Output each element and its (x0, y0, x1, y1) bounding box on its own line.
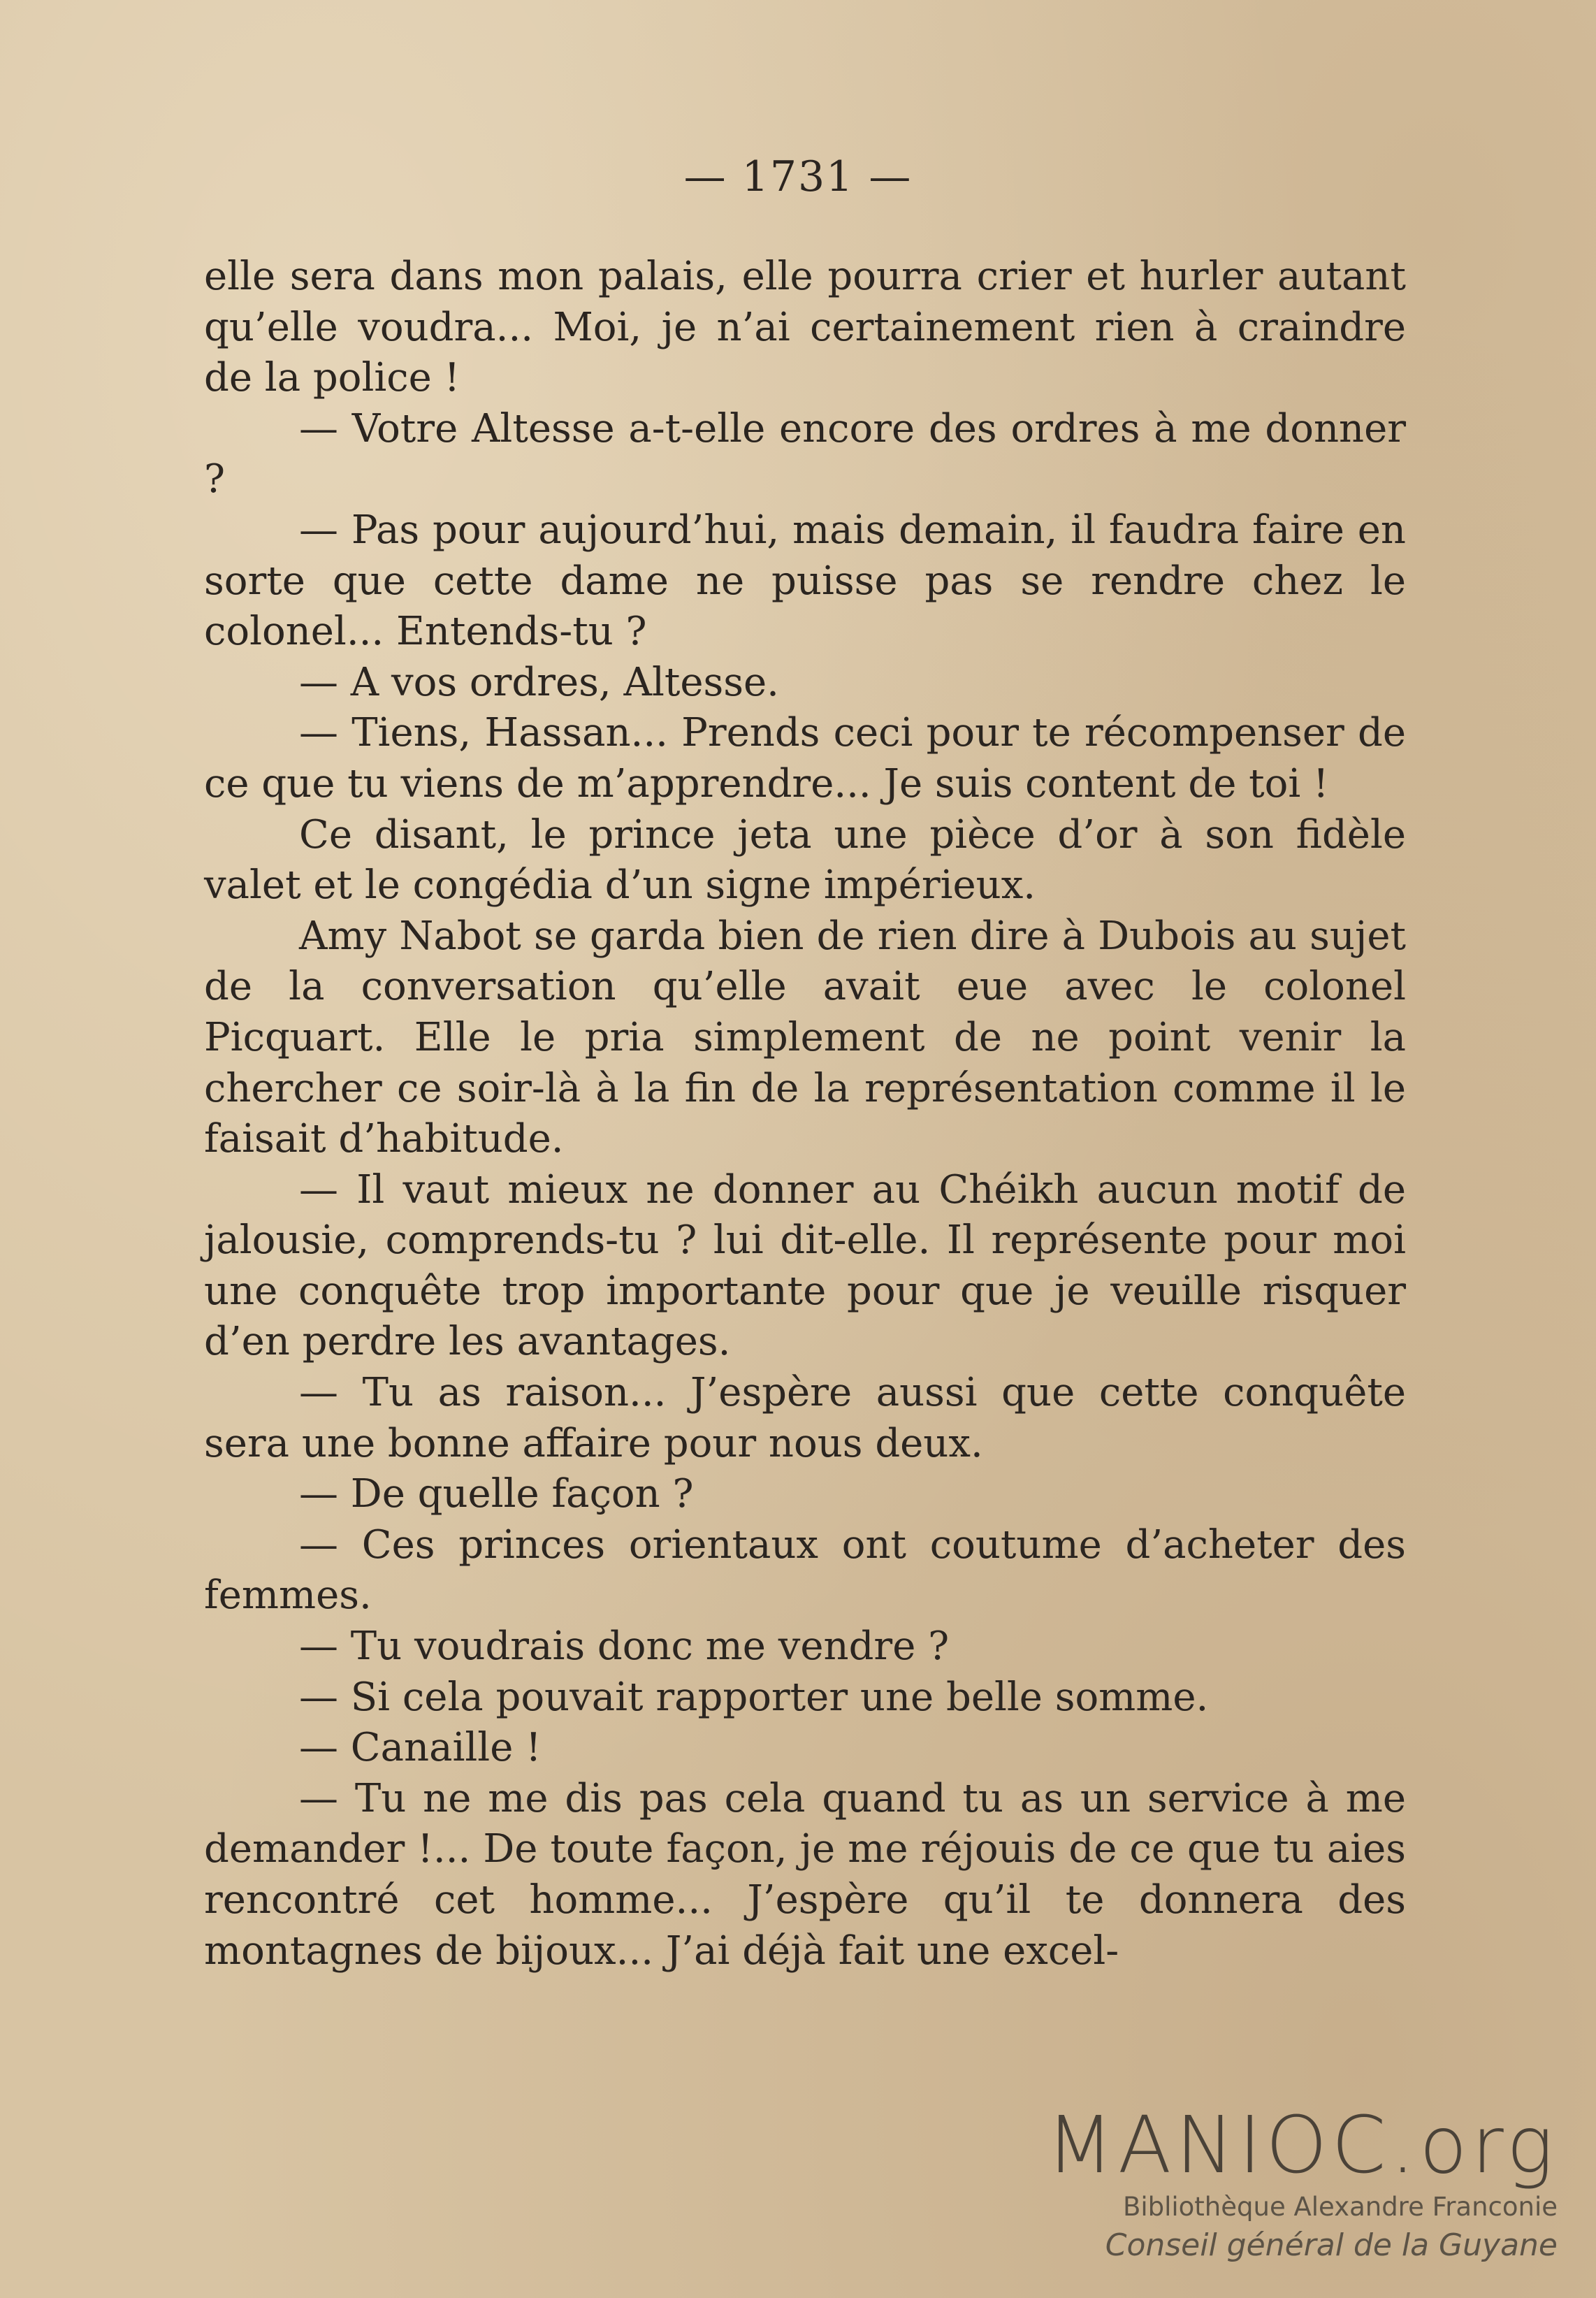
paragraph: — Votre Altesse a-t-elle encore des ordres à me donner ? (204, 405, 1406, 503)
paragraph: — Tu ne me dis pas cela quand tu as un service à me demander !... De toute façon, je me réjouis de ce que tu aies rencontré cet homme... J’espère qu’il te donnera des montagnes de bijoux... J’ai déjà fait une excel- (204, 1775, 1406, 1974)
paragraph: Amy Nabot se garda bien de rien dire à Dubois au sujet de la conversation qu’elle avait eue avec le colonel Picquart. Elle le pria simplement de ne point venir la chercher ce soir-là à la fin de la représentation comme il le faisait d’habitude. (204, 913, 1406, 1162)
paragraph: — Tu as raison... J’espère aussi que cette conquête sera une bonne affaire pour nous deux. (204, 1370, 1406, 1466)
paragraph: — Tiens, Hassan... Prends ceci pour te récompenser de ce que tu viens de m’apprendre... Je suis content de toi ! (204, 710, 1406, 807)
paragraph: — Ces princes orientaux ont coutume d’acheter des femmes. (204, 1522, 1406, 1619)
watermark-library: Bibliothèque Alexandre Franconie (1122, 2192, 1558, 2222)
manioc-watermark (1046, 2100, 1558, 2263)
watermark-council: Conseil général de la Guyane (1105, 2227, 1558, 2263)
paragraph: — Tu voudrais donc me vendre ? (299, 1624, 950, 1670)
body-text (204, 252, 1406, 1977)
paragraph: — De quelle façon ? (299, 1471, 694, 1517)
paragraph: — A vos ordres, Altesse. (299, 659, 779, 705)
paragraph: Ce disant, le prince jeta une pièce d’or à son fidèle valet et le congédia d’un signe impérieux. (204, 811, 1406, 909)
paragraph: elle sera dans mon palais, elle pourra crier et hurler autant qu’elle voudra... Moi, je n’ai certainement rien à craindre de la police ! (204, 254, 1406, 401)
manioc-logo: MANIOC.org (1046, 2100, 1558, 2191)
paragraph: — Pas pour aujourd’hui, mais demain, il faudra faire en sorte que cette dame ne puisse pas se rendre chez le colonel... Entends-tu ? (204, 507, 1406, 655)
page-number: — 1731 — (683, 152, 913, 201)
paragraph: — Il vaut mieux ne donner au Chéikh aucun motif de jalousie, comprends-tu ? lui dit-elle. Il représente pour moi une conquête trop importante pour que je veuille risquer d’en perdre les avantages. (204, 1166, 1406, 1365)
paragraph: — Si cela pouvait rapporter une belle somme. (299, 1674, 1209, 1720)
paragraph: — Canaille ! (299, 1725, 542, 1771)
